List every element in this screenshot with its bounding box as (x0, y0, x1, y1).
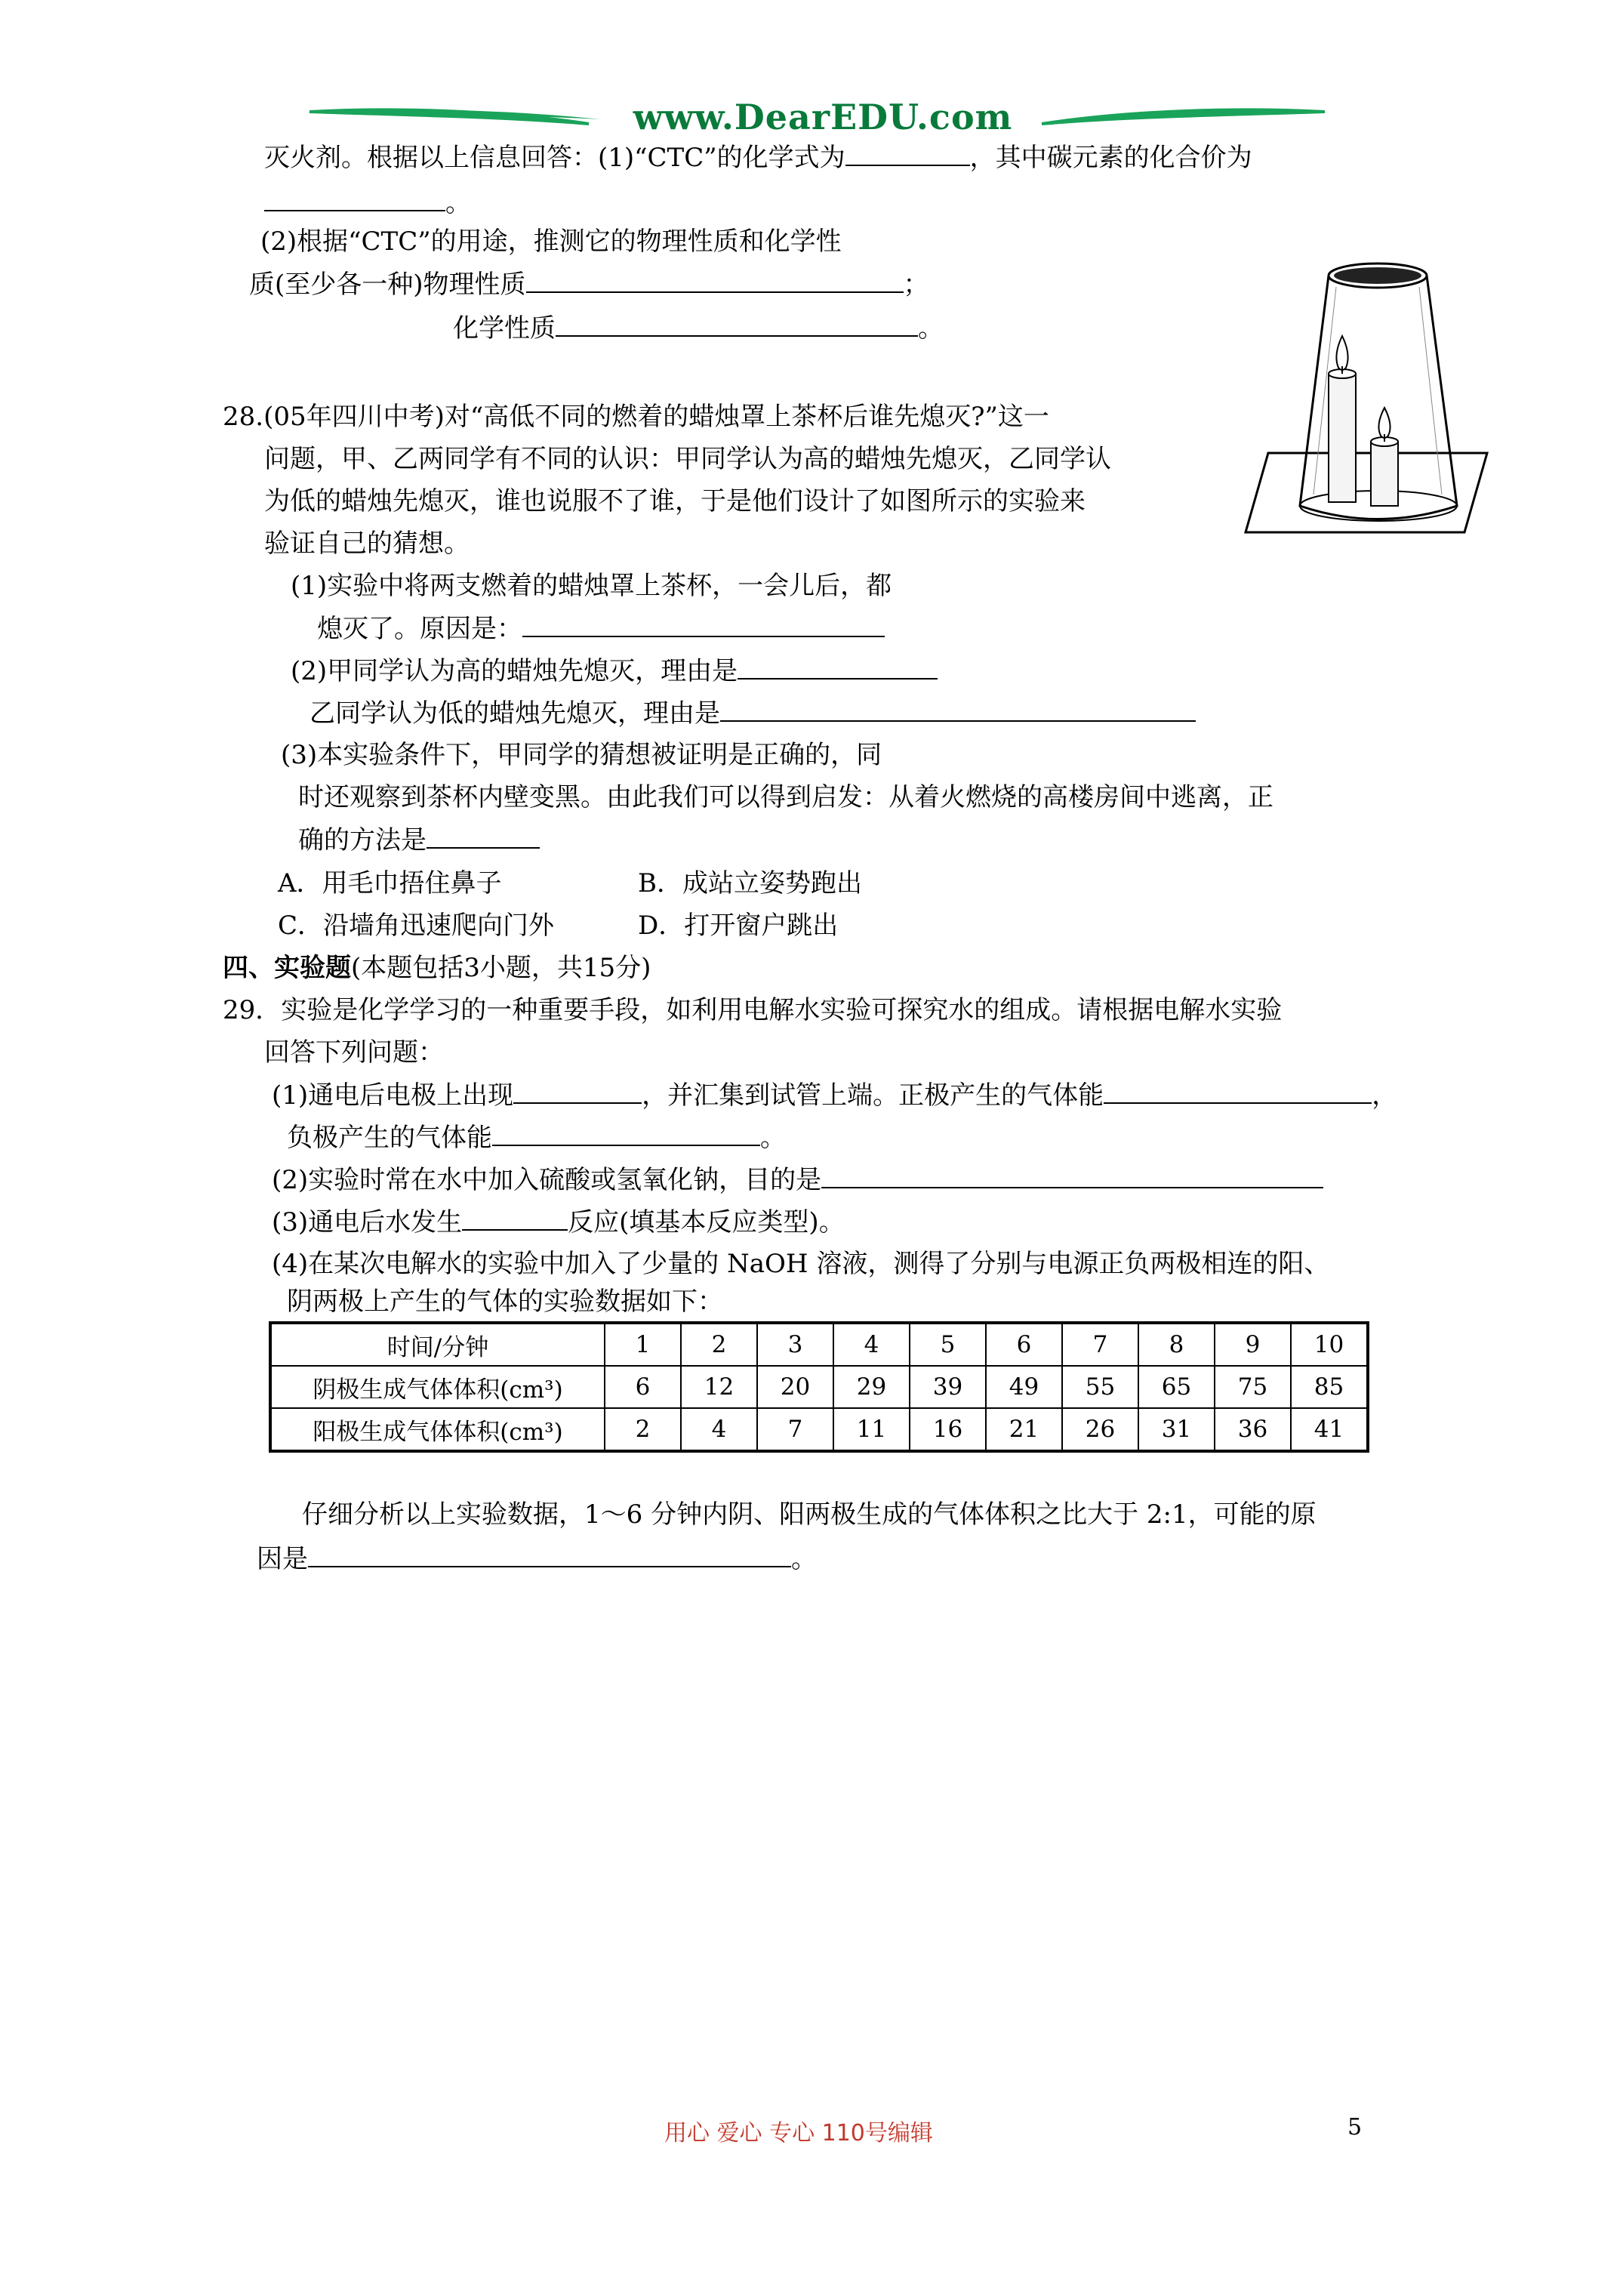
q29-sub2: (2)实验时常在水中加入硫酸或氢氧化钠，目的是 (272, 1161, 1323, 1198)
q29-sub4-line1: (4)在某次电解水的实验中加入了少量的 NaOH 溶液，测得了分别与电源正负两极相连的阳、 (272, 1249, 1330, 1279)
q28-option-d[interactable]: D．打开窗户跳出 (638, 911, 839, 941)
q28-sub1-line2: 熄灭了。原因是： (317, 610, 885, 647)
table-cell: 16 (910, 1408, 986, 1451)
q28-option-b[interactable]: B．成站立姿势跑出 (638, 868, 862, 898)
q29-sub3: (3)通电后水发生 反应(填基本反应类型)。 (272, 1203, 845, 1240)
table-cell: 85 (1291, 1366, 1368, 1408)
electrolysis-data-table (269, 1321, 1369, 1453)
q29-reaction-type-blank[interactable] (462, 1203, 568, 1231)
table-cell: 8 (1138, 1323, 1215, 1366)
section4-heading: 四、实验题(本题包括3小题，共15分) (223, 953, 651, 983)
table-row (270, 1323, 1368, 1366)
q29-purpose-blank[interactable] (821, 1161, 1323, 1188)
q27-part2-line3: 化学性质 。 (453, 310, 944, 347)
table-cell: 1 (605, 1323, 681, 1366)
q28-line3: 为低的蜡烛先熄灭，谁也说服不了谁，于是他们设计了如图所示的实验来 (264, 486, 1086, 516)
table-cell: 4 (833, 1323, 910, 1366)
q27-formula-blank[interactable] (845, 139, 970, 166)
table-cell: 20 (757, 1366, 833, 1408)
table-cell: 41 (1291, 1408, 1368, 1451)
q28-option-c[interactable]: C．沿墙角迅速爬向门外 (278, 911, 555, 941)
q29-sub1-line2: 负极产生的气体能 。 (287, 1119, 786, 1156)
table-row-label: 阴极生成气体体积(cm³) (270, 1366, 605, 1408)
table-cell: 9 (1215, 1323, 1291, 1366)
table-cell: 36 (1215, 1408, 1291, 1451)
q28-method-blank[interactable] (427, 821, 540, 849)
q28-yi-reason-blank[interactable] (720, 695, 1196, 722)
q28-jia-reason-blank[interactable] (738, 652, 938, 680)
table-row-label: 时间/分钟 (270, 1323, 605, 1366)
table-cell: 75 (1215, 1366, 1291, 1408)
table-cell: 55 (1062, 1366, 1138, 1408)
q28-sub2-line2: 乙同学认为低的蜡烛先熄灭，理由是 (310, 695, 1196, 732)
q28-sub3-line2: 时还观察到茶杯内壁变黑。由此我们可以得到启发：从着火燃烧的高楼房间中逃离，正 (298, 782, 1273, 812)
q27-valence-blank[interactable] (264, 184, 445, 211)
table-cell: 21 (986, 1408, 1062, 1451)
short-flame (1378, 408, 1390, 438)
q29-analysis-line1: 仔细分析以上实验数据，1～6 分钟内阴、阳两极生成的气体体积之比大于 2:1，可能的原 (302, 1499, 1317, 1530)
table-cell: 39 (910, 1366, 986, 1408)
table-cell: 3 (757, 1323, 833, 1366)
table-row (270, 1408, 1368, 1451)
q28-line4: 验证自己的猜想。 (264, 529, 470, 559)
q28-option-a[interactable]: A．用毛巾捂住鼻子 (278, 868, 502, 898)
table-cell: 12 (681, 1366, 757, 1408)
q28-sub2-line1: (2)甲同学认为高的蜡烛先熄灭，理由是 (291, 652, 938, 689)
tall-candle (1329, 374, 1356, 502)
site-url[interactable]: www.DearEDU.com (633, 97, 1013, 137)
q29-line1: 29．实验是化学学习的一种重要手段，如利用电解水实验可探究水的组成。请根据电解水实验 (223, 995, 1283, 1025)
q29-negative-gas-blank[interactable] (492, 1119, 760, 1146)
q29-bubbles-blank[interactable] (513, 1077, 642, 1104)
table-cell: 5 (910, 1323, 986, 1366)
q29-sub4-line2: 阴两极上产生的气体的实验数据如下： (287, 1287, 723, 1317)
table-cell: 4 (681, 1408, 757, 1451)
table-cell: 6 (986, 1323, 1062, 1366)
table-cell: 10 (1291, 1323, 1368, 1366)
q27-line2: 。 (264, 184, 471, 221)
q27-part2-line2: 质(至少各一种)物理性质 ； (249, 266, 929, 303)
table-cell: 6 (605, 1366, 681, 1408)
q27-line1: 灭火剂。根据以上信息回答：(1)“CTC”的化学式为 ，其中碳元素的化合价为 (264, 139, 1252, 176)
page-number: 5 (1347, 2114, 1363, 2140)
q29-analysis-line2: 因是 。 (257, 1540, 817, 1577)
table-cell: 11 (833, 1408, 910, 1451)
q28-sub1-line1: (1)实验中将两支燃着的蜡烛罩上茶杯，一会儿后，都 (291, 571, 892, 601)
table-cell: 26 (1062, 1408, 1138, 1451)
table-cell: 65 (1138, 1366, 1215, 1408)
table-cell: 7 (757, 1408, 833, 1451)
table-cell: 49 (986, 1366, 1062, 1408)
q29-sub1-line1: (1)通电后电极上出现 ，并汇集到试管上端。正极产生的气体能 ， (272, 1077, 1397, 1114)
cup-blackened-top (1334, 267, 1421, 284)
table-cell: 31 (1138, 1408, 1215, 1451)
q28-reason-blank[interactable] (522, 610, 885, 637)
candle-cup-illustration (1238, 253, 1495, 547)
q28-line2: 问题，甲、乙两同学有不同的认识：甲同学认为高的蜡烛先熄灭，乙同学认 (264, 444, 1111, 474)
q27-part2-line1: (2)根据“CTC”的用途，推测它的物理性质和化学性 (260, 227, 842, 257)
footer-editor-note: 用心 爱心 专心 110号编辑 (664, 2120, 933, 2147)
table-cell: 2 (681, 1323, 757, 1366)
q28-line1: 28.(05年四川中考)对“高低不同的燃着的蜡烛罩上茶杯后谁先熄灭?”这一 (223, 402, 1049, 432)
q29-line2: 回答下列问题： (264, 1037, 444, 1068)
q28-sub3-line1: (3)本实验条件下，甲同学的猜想被证明是正确的，同 (281, 740, 882, 770)
q27-chemical-property-blank[interactable] (556, 310, 918, 337)
short-candle (1371, 442, 1398, 506)
table-cell: 2 (605, 1408, 681, 1451)
tall-flame (1336, 336, 1347, 370)
table-row-label: 阳极生成气体体积(cm³) (270, 1408, 605, 1451)
q28-sub3-line3: 确的方法是 (298, 821, 540, 858)
q29-cause-blank[interactable] (308, 1540, 791, 1567)
table-cell: 7 (1062, 1323, 1138, 1366)
table-row (270, 1366, 1368, 1408)
table-cell: 29 (833, 1366, 910, 1408)
q29-positive-gas-blank[interactable] (1104, 1077, 1372, 1104)
q27-physical-property-blank[interactable] (526, 266, 904, 293)
